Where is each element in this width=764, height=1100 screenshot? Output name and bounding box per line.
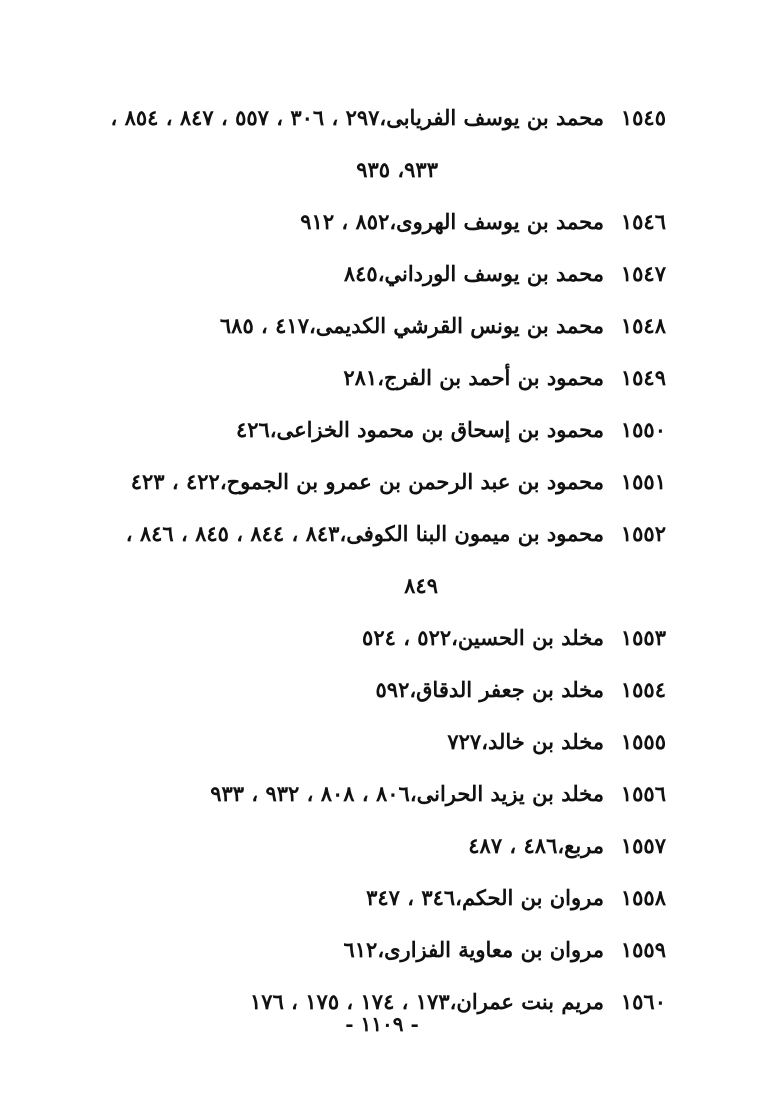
index-entry xyxy=(90,872,666,924)
entry-text: محمد بن يوسف الهروى،٨٥٢ ، ٩١٢ xyxy=(300,209,604,234)
entry-number: ١٥٥٠ xyxy=(620,417,666,442)
entry-text: مروان بن الحكم،٣٤٦ ، ٣٤٧ xyxy=(366,885,604,910)
index-entry xyxy=(90,196,666,248)
entry-number: ١٥٤٩ xyxy=(620,365,666,390)
entry-number: ١٥٦٠ xyxy=(620,989,666,1014)
entry-text: مروان بن معاوية الفزارى،٦١٢ xyxy=(343,937,604,962)
entry-number: ١٥٤٥ xyxy=(620,105,666,130)
entry-text: محمود بن ميمون البنا الكوفى،٨٤٣ ، ٨٤٤ ، ٨٤٥ ، ٨٤٦ ، xyxy=(125,521,604,546)
entry-number: ١٥٥٤ xyxy=(620,677,666,702)
entry-number: ١٥٤٧ xyxy=(620,261,666,286)
entry-number: ١٥٤٦ xyxy=(620,209,666,234)
entry-text: مخلد بن الحسين،٥٢٢ ، ٥٢٤ xyxy=(362,625,604,650)
entry-number: ١٥٤٨ xyxy=(620,313,666,338)
entry-number: ١٥٥١ xyxy=(620,469,666,494)
entry-number: ١٥٥٨ xyxy=(620,885,666,910)
entry-text: محمد بن يوسف الورداني،٨٤٥ xyxy=(343,261,604,286)
index-entry xyxy=(90,664,666,716)
entry-text: مخلد بن يزيد الحرانى،٨٠٦ ، ٨٠٨ ، ٩٣٢ ، ٩٣٣ xyxy=(210,781,604,806)
entry-text: محمد بن يونس القرشي الكديمى،٤١٧ ، ٦٨٥ xyxy=(219,313,604,338)
index-entry xyxy=(90,924,666,976)
entry-text: محمود بن إسحاق بن محمود الخزاعى،٤٢٦ xyxy=(235,417,604,442)
index-entry xyxy=(90,716,666,768)
index-entry xyxy=(90,508,666,560)
index-entry xyxy=(90,248,666,300)
index-entries xyxy=(90,92,666,1028)
index-entry xyxy=(90,92,666,144)
entry-text: محمود بن عبد الرحمن بن عمرو بن الجموح،٤٢٢ ، ٤٢٣ xyxy=(130,469,604,494)
entry-text: محمد بن يوسف الفريابى،٢٩٧ ، ٣٠٦ ، ٥٥٧ ، ٨٤٧ ، ٨٥٤ ، xyxy=(110,105,604,130)
entry-text: محمود بن أحمد بن الفرج،٢٨١ xyxy=(343,365,604,390)
index-entry-continuation xyxy=(90,560,666,612)
index-entry xyxy=(90,820,666,872)
entry-text: مخلد بن خالد،٧٢٧ xyxy=(447,729,604,754)
entry-number: ١٥٥٥ xyxy=(620,729,666,754)
entry-number: ١٥٥٣ xyxy=(620,625,666,650)
entry-number: ١٥٥٢ xyxy=(620,521,666,546)
index-entry xyxy=(90,352,666,404)
entry-text: ٩٣٣، ٩٣٥ xyxy=(356,157,438,182)
entry-number: ١٥٥٧ xyxy=(620,833,666,858)
index-entry-continuation xyxy=(90,144,666,196)
index-entry xyxy=(90,768,666,820)
entry-number: ١٥٥٩ xyxy=(620,937,666,962)
entry-text: ٨٤٩ xyxy=(404,573,438,598)
page-number: - ١١٠٩ - xyxy=(345,1012,419,1036)
index-entry xyxy=(90,612,666,664)
entry-number: ١٥٥٦ xyxy=(620,781,666,806)
entry-text: مريم بنت عمران،١٧٣ ، ١٧٤ ، ١٧٥ ، ١٧٦ xyxy=(250,989,604,1014)
entry-text: مربع،٤٨٦ ، ٤٨٧ xyxy=(468,833,604,858)
index-entry xyxy=(90,456,666,508)
index-entry xyxy=(90,300,666,352)
index-entry xyxy=(90,404,666,456)
entry-text: مخلد بن جعفر الدقاق،٥٩٢ xyxy=(375,677,604,702)
